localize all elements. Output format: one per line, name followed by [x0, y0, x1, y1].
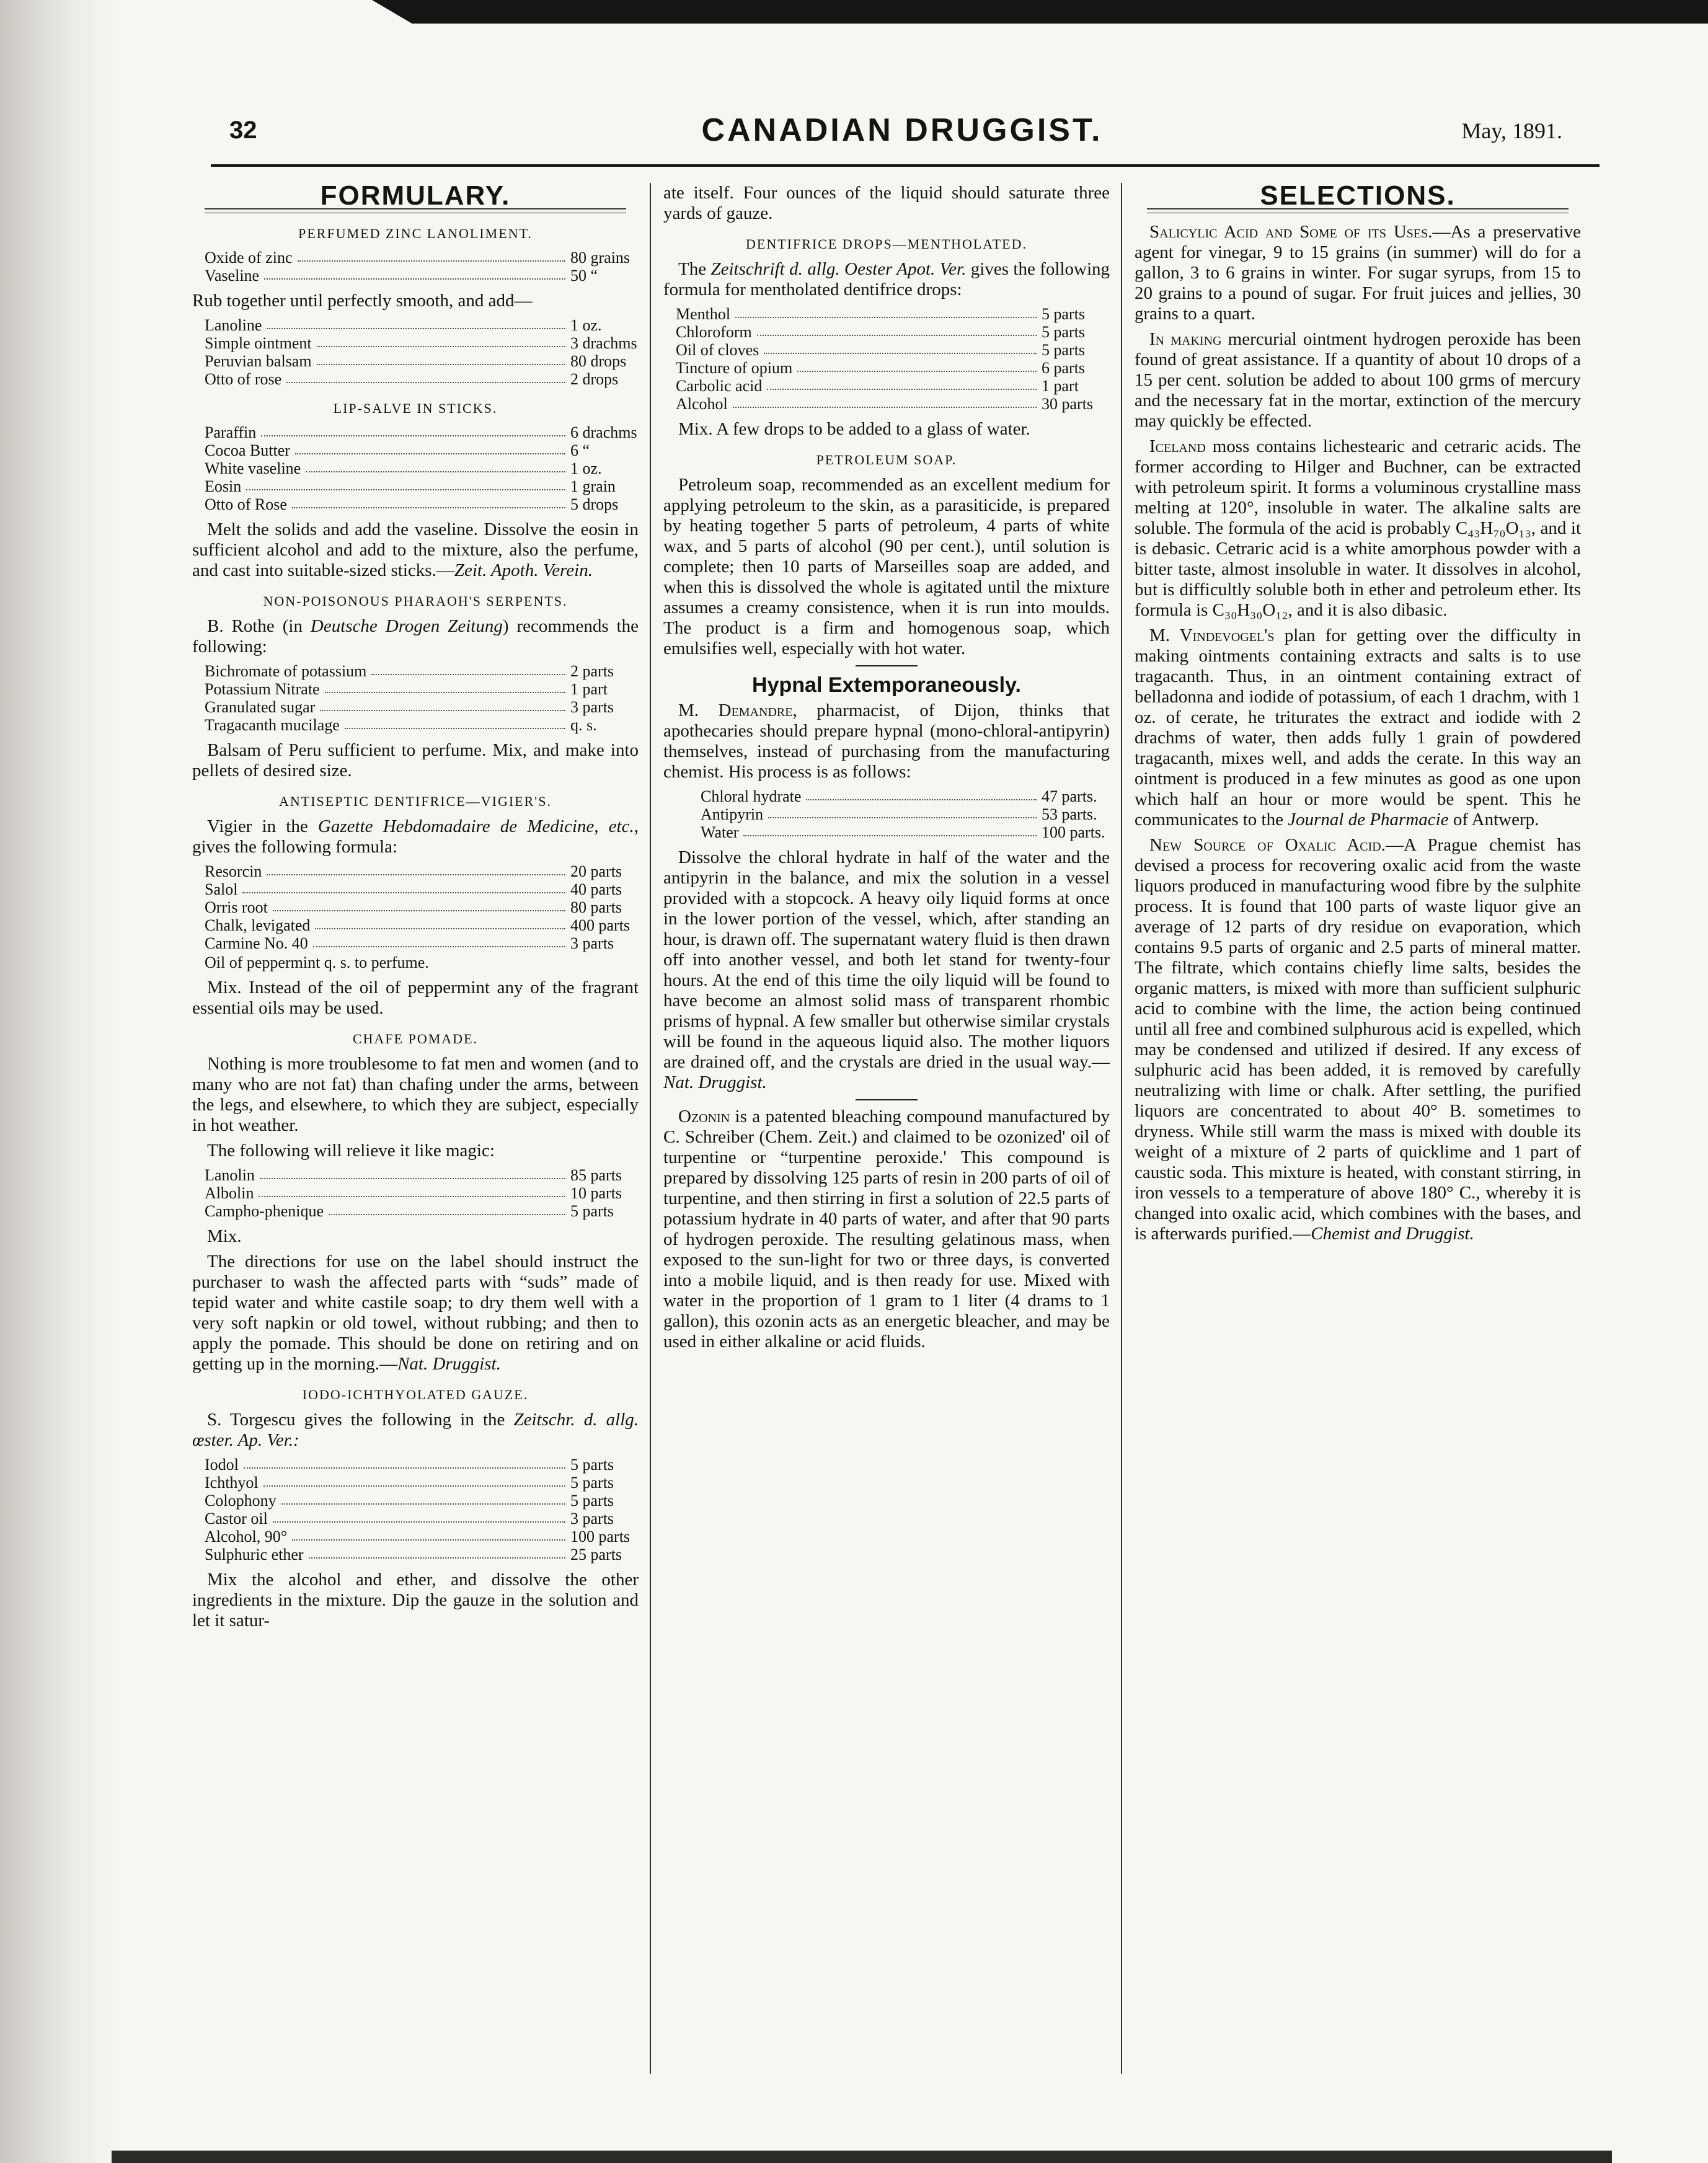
article-title: Hypnal Extemporaneously.: [752, 673, 1021, 697]
leader-dots: [743, 823, 1037, 836]
leader-dots: [267, 862, 565, 875]
recipe-table: [205, 862, 639, 952]
ingredient-row: [205, 459, 639, 477]
ingredient-quantity: 3 drachms: [570, 334, 637, 352]
page-header: [186, 93, 1618, 155]
ingredient-name: Otto of Rose: [205, 495, 287, 513]
leader-dots: [259, 1184, 565, 1197]
ingredient-row: [676, 323, 1110, 341]
ingredient-name: Oxide of zinc: [205, 249, 293, 267]
ingredient-row: [205, 352, 639, 370]
text: plan for getting over the difficulty in making ointments containing extracts and salts is to use tragacanth. Thus, in an ointment containing extract of belladonna and iodide of potassium, of each 1 drachm, with 1 oz. of cerate, he triturates the extract and iodide with 2 drachms of water, then adds fully 1 grain of powdered tragacanth, mixes well, and adds the cerate. In this way an ointment is produced in a few minutes as good as one upon which half an hour or more would be spent. This he communicates to the: [1135, 626, 1581, 829]
ingredient-row: [205, 1166, 639, 1184]
leader-dots: [298, 249, 565, 262]
ingredient-name: Peruvian balsam: [205, 352, 312, 370]
ingredient-quantity: 3 parts: [570, 934, 614, 952]
article-text: [663, 1107, 1110, 1352]
leader-dots: [273, 1510, 565, 1523]
ingredient-name: Chloral hydrate: [701, 787, 802, 805]
ingredient-quantity: 30 parts: [1042, 395, 1094, 413]
ingredient-name: Carmine No. 40: [205, 934, 308, 952]
leader-dots: [767, 377, 1037, 390]
divider: [856, 665, 918, 666]
ingredient-row: [676, 341, 1110, 359]
ingredient-name: Tragacanth mucilage: [205, 716, 340, 734]
ingredient-row: [676, 377, 1110, 395]
ingredient-quantity: 40 parts: [570, 880, 622, 898]
text: moss contains lichestearic and cetraric acids. The former according to Hilger and Buchner, can be extracted with petroleum spirit. It forms a voluminous crystalline mass melting at 120°, insoluble in water. The alkaline salts are soluble. The formula of the acid is probably C₄₃H₇₀O₁₃, and it is debasic. Cetraric acid is a white amorphous powder with a bitter taste, almost insoluble in water. It dissolves in alcohol, but is difficultly soluble both in ether and petroleum ether. Its formula is C₃₀H₃₀O₁₂, and it is also dibasic.: [1135, 436, 1581, 620]
leader-dots: [246, 477, 565, 490]
source: Deutsche Drogen Zeitung: [310, 616, 503, 636]
leader-dots: [263, 1474, 565, 1487]
recipe-title: CHAFE POMADE.: [352, 1031, 479, 1046]
ingredient-row: [676, 359, 1110, 377]
ingredient-quantity: 47 parts.: [1042, 787, 1097, 805]
ingredient-name: Alcohol: [676, 395, 728, 413]
ingredient-quantity: 80 parts: [570, 898, 622, 916]
ingredient-name: Otto of rose: [205, 370, 282, 388]
recipe-table: [205, 662, 639, 734]
ingredient-name: Simple ointment: [205, 334, 312, 352]
ingredient-row: [205, 1510, 639, 1528]
ingredient-name: Salol: [205, 880, 238, 898]
leader-dots: [757, 323, 1037, 336]
ingredient-name: Orris root: [205, 898, 268, 916]
leader-dots: [242, 880, 565, 893]
recipe-text: [192, 520, 639, 581]
leader-dots: [292, 495, 565, 508]
ingredient-row: [205, 934, 639, 952]
ingredient-quantity: 1 part: [570, 680, 608, 698]
text: of Antwerp.: [1448, 810, 1539, 829]
article-text: [663, 701, 1110, 782]
text: —As a preservative agent for vinegar, 9 to 15 grains (in summer) will do for a gallon, 3 to 6 grains in winter. For sugar syrups, from 15 to 20 grains to a pound of sugar. For fruit juices and jellies, 30 grains to a quart.: [1135, 222, 1581, 324]
text: Dissolve the chloral hydrate in half of the water and the antipyrin in the balance, and mix the solution in a vessel provided with a stopcock. A heavy oily liquid forms at once in the lower portion of the vessel, which, after standing an hour, is drawn off. The supernatant watery fluid is then drawn off into another vessel, and both let stand for twenty-four hours. At the end of this time the oily liquid will be found to have become an almost solid mass of transparent rhombic prisms of hypnal. A few smaller but otherwise similar crystals will be found in the aqueous liquid also. The mother liquors are drained off, and the crystals are dried in the usual way.—: [663, 847, 1110, 1072]
text: S. Torgescu gives the following in the: [207, 1410, 505, 1430]
ingredient-quantity: 5 drops: [570, 495, 619, 513]
article-text: [663, 847, 1110, 1093]
ingredient-row: [205, 1528, 639, 1546]
ingredient-name: Vaseline: [205, 267, 260, 285]
recipe-text: Rub together until perfectly smooth, and add—: [192, 291, 533, 311]
text: B. Rothe (in: [207, 616, 311, 636]
text: Melt the solids and add the vaseline. Dissolve the eosin in sufficient alcohol and add to the mixture, also the perfume, and cast into suitable-sized sticks.—: [192, 520, 639, 580]
ingredient-name: Water: [701, 823, 739, 841]
lead: Iceland: [1149, 436, 1206, 456]
leader-dots: [320, 698, 565, 711]
ingredient-name: Albolin: [205, 1184, 254, 1202]
ingredient-quantity: 20 parts: [570, 862, 622, 880]
ingredient-quantity: 80 drops: [570, 352, 627, 370]
source: Nat. Druggist.: [663, 1073, 767, 1092]
scan-left-edge: [0, 0, 118, 2163]
ingredient-row: [205, 680, 639, 698]
leader-dots: [768, 805, 1037, 818]
ingredient-row: [205, 662, 639, 680]
journal-title: CANADIAN DRUGGIST.: [701, 112, 1103, 148]
ingredient-quantity: 10 parts: [570, 1184, 622, 1202]
text: is a patented bleaching compound manufactured by C. Schreiber (Chem. Zeit.) and claimed to be ozonized' oil of turpentine or “turpentine peroxide.' This compound is prepared by dissolving 125 parts of resin in 200 parts of oil of turpentine, and then stirring in first a solution of 22.5 parts of potassium hydrate in 40 parts of water, and after that 90 parts of hydrogen peroxide. The resulting gelatinous mass, when exposed to the sun-light for two or three days, is converted into a mobile liquid, and is then ready for use. Mixed with water in the proportion of 1 gram to 1 liter (4 drams to 1 gallon), this ozonin acts as an energetic bleacher, and may be used in either alkaline or acid fluids.: [663, 1107, 1110, 1351]
recipe-table: [701, 787, 1110, 841]
page-number: 32: [229, 117, 257, 144]
recipe-text: The following will relieve it like magic:: [207, 1141, 495, 1161]
page: [186, 93, 1618, 2102]
text: ) recommends the following:: [192, 616, 639, 657]
ingredient-quantity: 1 part: [1042, 377, 1079, 395]
ingredient-quantity: 5 parts: [570, 1202, 614, 1220]
ingredient-name: Sulphuric ether: [205, 1546, 304, 1564]
ingredient-quantity: 6 “: [570, 441, 590, 459]
leader-dots: [260, 1166, 565, 1179]
leader-dots: [317, 334, 565, 347]
ingredient-row: [205, 716, 639, 734]
ingredient-name: Bichromate of potassium: [205, 662, 367, 680]
recipe-table: [205, 316, 639, 388]
ingredient-name: Tincture of opium: [676, 359, 793, 377]
leader-dots: [313, 934, 565, 947]
recipe-title: IODO-ICHTHYOLATED GAUZE.: [302, 1387, 529, 1402]
ingredient-quantity: 5 parts: [1042, 305, 1086, 323]
selection-item: [1135, 329, 1581, 431]
ingredient-quantity: 5 parts: [1042, 341, 1086, 359]
column-formulary: [192, 180, 639, 1636]
selection-item: [1135, 835, 1581, 1244]
ingredient-row: [676, 395, 1110, 413]
ingredient-quantity: 5 parts: [570, 1492, 614, 1510]
ingredient-quantity: 5 parts: [570, 1474, 614, 1492]
continued-text: ate itself. Four ounces of the liquid should saturate three yards of gauze.: [663, 183, 1110, 223]
leader-dots: [292, 1528, 565, 1541]
leader-dots: [286, 370, 565, 383]
ingredient-row: [205, 862, 639, 880]
text: The: [678, 259, 711, 279]
ingredient-row: [205, 880, 639, 898]
column-rule: [650, 183, 651, 2074]
leader-dots: [306, 459, 565, 472]
ingredient-row: [205, 1202, 639, 1220]
ingredient-row: [205, 267, 639, 285]
ingredient-name: Colophony: [205, 1492, 277, 1510]
ingredient-row: [205, 249, 639, 267]
ingredient-name: Carbolic acid: [676, 377, 763, 395]
lead: Salicylic Acid and Some of its Uses.: [1149, 222, 1433, 242]
ingredient-row: [205, 1184, 639, 1202]
ingredient-name: Cocoa Butter: [205, 441, 290, 459]
ingredient-row: [205, 495, 639, 513]
ingredient-name: Lanoline: [205, 316, 262, 334]
lead: In making: [1149, 329, 1222, 349]
leader-dots: [733, 395, 1037, 408]
ingredient-row: [205, 1492, 639, 1510]
ingredient-name: Lanolin: [205, 1166, 255, 1184]
ingredient-row: [701, 805, 1110, 823]
selection-item: [1135, 222, 1581, 324]
section-title: SELECTIONS.: [1260, 180, 1456, 211]
recipe-intro: [192, 816, 639, 857]
ingredient-row: [205, 1474, 639, 1492]
leader-dots: [735, 305, 1037, 318]
ingredient-quantity: 1 oz.: [570, 459, 602, 477]
ingredient-name: Ichthyol: [205, 1474, 259, 1492]
ingredient-name: Resorcin: [205, 862, 262, 880]
ingredient-quantity: 80 grains: [570, 249, 631, 267]
source: Zeitschr. d. allg. œster. Ap. Ver.:: [192, 1410, 639, 1450]
recipe-title: ANTISEPTIC DENTIFRICE—VIGIER'S.: [279, 794, 552, 809]
recipe-title: PERFUMED ZINC LANOLIMENT.: [298, 226, 533, 241]
ingredient-quantity: 100 parts: [570, 1528, 631, 1546]
recipe-title: PETROLEUM SOAP.: [816, 452, 957, 467]
lead: New Source of Oxalic Acid.: [1149, 835, 1386, 855]
source: Gazette Hebdomadaire de Medicine, etc.: [317, 816, 634, 836]
recipe-table: [676, 305, 1110, 413]
ingredient-name: Paraffin: [205, 423, 257, 441]
ingredient-row: [205, 1456, 639, 1474]
recipe-title: LIP-SALVE IN STICKS.: [333, 400, 498, 416]
leader-dots: [264, 267, 565, 280]
ingredient-name: Campho-phenique: [205, 1202, 324, 1220]
column-selections: [1135, 180, 1581, 1249]
ingredient-row: [205, 316, 639, 334]
ingredient-name: Granulated sugar: [205, 698, 316, 716]
text: pharmacist, of Dijon, thinks that apothecaries should prepare hypnal (mono-chloral-antipyrin) themselves, instead of purchasing from the manufacturing chemist. His process is as follows:: [663, 701, 1110, 782]
ingredient-quantity: 5 parts: [570, 1456, 614, 1474]
lead: Ozonin: [678, 1107, 730, 1126]
recipe-text: Mix.: [207, 1226, 242, 1246]
recipe-text: Mix. A few drops to be added to a glass of water.: [678, 419, 1030, 439]
ingredient-name: Eosin: [205, 477, 242, 495]
article-text: Petroleum soap, recommended as an excellent medium for applying petroleum to the skin, as a parasiticide, is prepared by heating together 5 parts of petroleum, 4 parts of white wax, and 5 parts of alcohol (90 per cent.), until solution is complete; then 10 parts of Marseilles soap are added, and when this is dissolved the whole is agitated until the mixture assumes a creamy consistence, when it is run into moulds. The product is a firm and homogenous soap, which emulsifies well, especially with hot water.: [663, 475, 1110, 658]
leader-dots: [273, 898, 565, 911]
ingredient-quantity: 85 parts: [570, 1166, 622, 1184]
recipe-extra: Oil of peppermint q. s. to perfume.: [205, 953, 429, 971]
ingredient-quantity: 53 parts.: [1042, 805, 1097, 823]
ingredient-name: Menthol: [676, 305, 731, 323]
ingredient-quantity: 3 parts: [570, 1510, 614, 1528]
ingredient-row: [676, 305, 1110, 323]
ingredient-quantity: 1 grain: [570, 477, 616, 495]
ingredient-row: [701, 823, 1110, 841]
ingredient-quantity: 5 parts: [1042, 323, 1086, 341]
ingredient-quantity: 100 parts.: [1042, 823, 1105, 841]
text: , gives the following formula:: [192, 816, 639, 857]
leader-dots: [267, 316, 565, 329]
selection-item: [1135, 436, 1581, 621]
ingredient-name: Antipyrin: [701, 805, 764, 823]
ingredient-name: Chloroform: [676, 323, 752, 341]
recipe-title: DENTIFRICE DROPS—MENTHOLATED.: [746, 236, 1027, 252]
selection-item: [1135, 626, 1581, 830]
ingredient-row: [205, 423, 639, 441]
ingredient-name: Iodol: [205, 1456, 239, 1474]
ingredient-quantity: 400 parts: [570, 916, 631, 934]
ingredient-row: [701, 787, 1110, 805]
ingredient-row: [205, 441, 639, 459]
recipe-text: Nothing is more troublesome to fat men and women (and to many who are not fat) than chafing under the arms, between the legs, and elsewhere, to which they are subject, especially in hot weather.: [192, 1054, 639, 1135]
lead: M. Demandre,: [678, 701, 797, 720]
leader-dots: [806, 787, 1037, 800]
text: Vigier in the: [207, 816, 318, 836]
recipe-title: NON-POISONOUS PHARAOH'S SERPENTS.: [263, 593, 568, 609]
ingredient-row: [205, 1546, 639, 1564]
source: Zeitschrift d. allg. Oester Apot. Ver.: [710, 259, 967, 279]
ingredient-quantity: 6 parts: [1042, 359, 1086, 377]
leader-dots: [317, 352, 565, 365]
recipe-table: [205, 423, 639, 513]
section-title: FORMULARY.: [320, 180, 511, 211]
text: —A Prague chemist has devised a process for recovering oxalic acid from the waste liquors produced in manufacturing wood fibre by the sulphite process. It is found that 100 parts of waste liquor give an average of 12 parts of dry residue on evaporation, which contains 9.5 parts of organic and 2.5 parts of mineral matter. The filtrate, which contains chiefly lime salts, besides the organic matters, is mixed with more than sufficient sulphuric acid to combine with the lime, the action being continued until all free and combined sulphurous acid is expelled, which may be condensed and utilized if desired. If any excess of sulphuric acid has been added, it is removed by carefully neutralizing with lime or chalk. After settling, the purified liquors are concentrated to about 40° B. sometimes to dryness. While still warm the mass is mixed with double its weight of a mixture of 2 parts of quicklime and 1 part of caustic soda. This mixture is heated, with constant stirring, in iron vessels to a temperature of above 180° C., whereby it is changed into oxalic acid, which combines with the bases, and is afterwards purified.—: [1135, 835, 1581, 1244]
leader-dots: [329, 1202, 565, 1215]
leader-dots: [764, 341, 1037, 354]
text: mercurial ointment hydrogen peroxide has been found of great assistance. If a quantity of about 10 drops of a 15 per cent. solution be added to about 100 grms of mercury and the necessary fat in the mortar, extinction of the mercury may quickly be effected.: [1135, 329, 1581, 431]
ingredient-row: [205, 916, 639, 934]
ingredient-name: Oil of cloves: [676, 341, 759, 359]
ingredient-row: [205, 334, 639, 352]
leader-dots: [261, 423, 565, 436]
ingredient-quantity: 25 parts: [570, 1546, 622, 1564]
ingredient-row: [205, 477, 639, 495]
text: gives the following formula for mentholated dentifrice drops:: [663, 259, 1110, 299]
leader-dots: [295, 441, 565, 454]
recipe-table: [205, 1166, 639, 1220]
source: Chemist and Druggist.: [1311, 1224, 1474, 1244]
header-rule: [211, 164, 1600, 167]
recipe-intro: [192, 1410, 639, 1451]
column-rule: [1121, 183, 1122, 2074]
leader-dots: [315, 916, 565, 929]
ingredient-name: Castor oil: [205, 1510, 268, 1528]
ingredient-name: Potassium Nitrate: [205, 680, 320, 698]
ingredient-quantity: 1 oz.: [570, 316, 602, 334]
recipe-table: [205, 1456, 639, 1564]
recipe-text: [192, 1252, 639, 1374]
issue-date: May, 1891.: [1461, 118, 1562, 143]
leader-dots: [325, 680, 565, 693]
recipe-intro: [663, 259, 1110, 300]
scan-bottom-bar: [112, 2151, 1612, 2163]
source: Journal de Pharmacie: [1288, 810, 1449, 829]
ingredient-row: [205, 370, 639, 388]
column-middle: [663, 183, 1110, 1357]
recipe-text: Mix the alcohol and ether, and dissolve the other ingredients in the mixture. Dip the gauze in the solution and let it satur-: [192, 1570, 639, 1630]
ingredient-name: Alcohol, 90°: [205, 1528, 288, 1546]
recipe-text: Mix. Instead of the oil of peppermint any of the fragrant essential oils may be used.: [192, 978, 639, 1018]
recipe-table: [205, 249, 639, 285]
ingredient-name: Chalk, levigated: [205, 916, 311, 934]
recipe-intro: [192, 616, 639, 657]
ingredient-quantity: 50 “: [570, 267, 598, 285]
ingredient-quantity: 2 drops: [570, 370, 619, 388]
leader-dots: [345, 716, 565, 729]
ingredient-quantity: 6 drachms: [570, 423, 637, 441]
leader-dots: [281, 1492, 565, 1505]
source: Zeit. Apoth. Verein.: [454, 560, 593, 580]
ingredient-quantity: q. s.: [570, 716, 597, 734]
source: Nat. Druggist.: [397, 1354, 501, 1374]
recipe-text: Balsam of Peru sufficient to perfume. Mix, and make into pellets of desired size.: [192, 740, 639, 781]
ingredient-row: [205, 698, 639, 716]
text: The directions for use on the label should instruct the purchaser to wash the affected parts with “suds” made of tepid water and white castile soap; to dry them well with a very soft napkin or old towel, without rubbing; and then to apply the pomade. This should be done on retiring and on getting up in the morning.—: [192, 1252, 639, 1374]
leader-dots: [244, 1456, 565, 1469]
ingredient-name: White vaseline: [205, 459, 301, 477]
lead: M. Vindevogel's: [1149, 626, 1275, 645]
ingredient-quantity: 3 parts: [570, 698, 614, 716]
leader-dots: [371, 662, 565, 675]
scan-top-bar: [372, 0, 1708, 24]
leader-dots: [309, 1546, 565, 1559]
divider: [856, 1099, 918, 1100]
ingredient-quantity: 2 parts: [570, 662, 614, 680]
leader-dots: [797, 359, 1037, 372]
ingredient-row: [205, 898, 639, 916]
